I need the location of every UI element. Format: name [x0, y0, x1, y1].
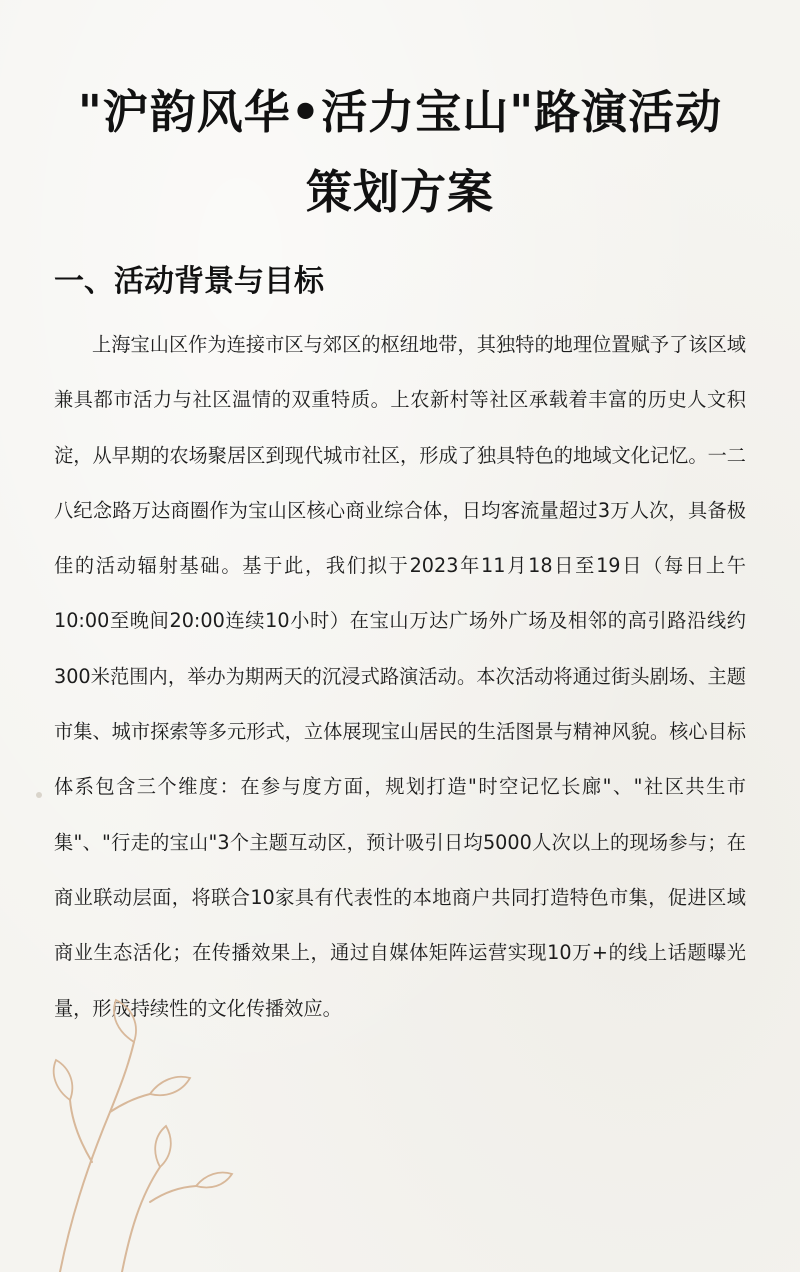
decorative-dot: [36, 792, 42, 798]
section-heading-background: 一、活动背景与目标: [54, 264, 324, 299]
title-line-1: "沪韵风华•活力宝山"路演活动: [77, 85, 723, 139]
document-title: [40, 72, 760, 232]
section-paragraph-background: 上海宝山区作为连接市区与郊区的枢纽地带，其独特的地理位置赋予了该区域兼具都市活力与社区温情的双重特质。上农新村等社区承载着丰富的历史人文积淀，从早期的农场聚居区到现代城市社区，形成了独具特色的地域文化记忆。一二八纪念路万达商圈作为宝山区核心商业综合体，日均客流量超过3万人次，具备极佳的活动辐射基础。基于此，我们拟于2023年11月18日至19日（每日上午10:00至晚间20:00连续10小时）在宝山万达广场外广场及相邻的高引路沿线约300米范围内，举办为期两天的沉浸式路演活动。本次活动将通过街头剧场、主题市集、城市探索等多元形式，立体展现宝山居民的生活图景与精神风貌。核心目标体系包含三个维度：在参与度方面，规划打造"时空记忆长廊"、"社区共生市集"、"行走的宝山"3个主题互动区，预计吸引日均5000人次以上的现场参与；在商业联动层面，将联合10家具有代表性的本地商户共同打造特色市集，促进区域商业生态活化；在传播效果上，通过自媒体矩阵运营实现10万+的线上话题曝光量，形成持续性的文化传播效应。: [54, 333, 746, 1020]
title-line-2: 策划方案: [306, 165, 494, 219]
